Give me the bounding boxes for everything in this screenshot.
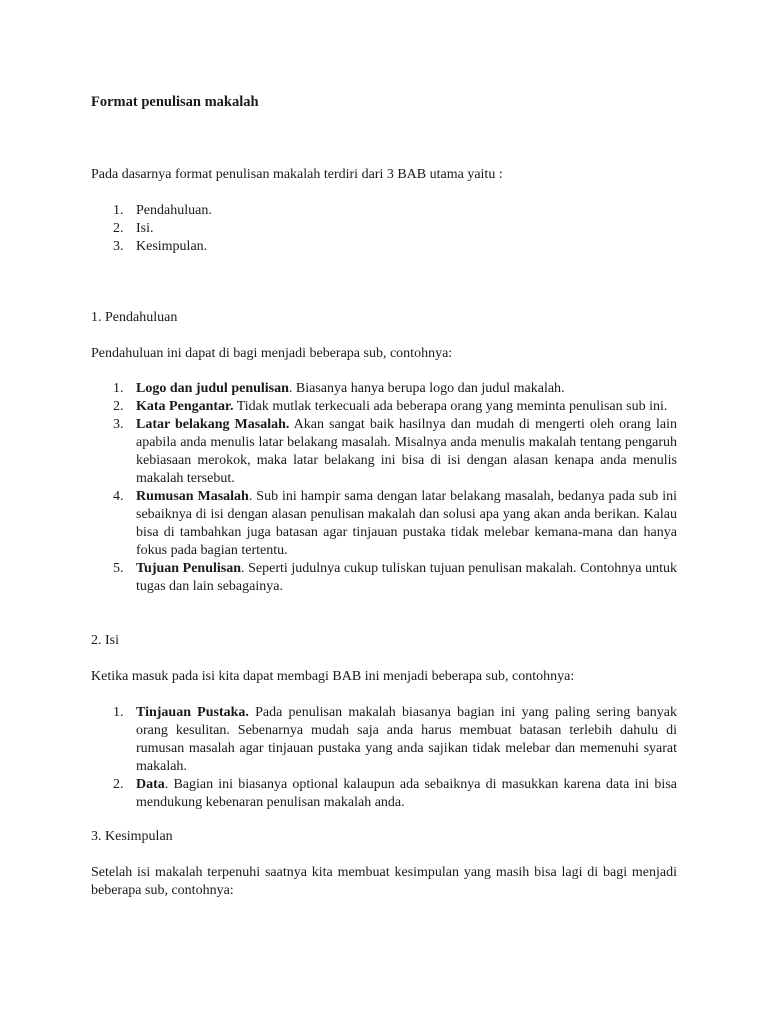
document-title: Format penulisan makalah (91, 94, 259, 110)
list-number: 3. (113, 239, 124, 254)
section1-list (0, 380, 677, 596)
list-item (0, 776, 677, 812)
list-term: Data (136, 777, 165, 792)
section2-heading: 2. Isi (91, 633, 119, 648)
list-text: Akan sangat baik hasilnya dan mudah di mengerti oleh orang lain apabila anda menulis latar belakang masalah. Misalnya anda menulis makalah tentang pengaruh kebiasaan merokok, maka latar belakang ini bisa di isi dengan alasan kenapa anda menulis makalah tersebut. (136, 417, 677, 486)
list-number: 1. (113, 381, 124, 396)
list-item (0, 416, 677, 488)
main-chapter-list (0, 202, 677, 256)
list-item (0, 560, 677, 596)
list-text: . Biasanya hanya berupa logo dan judul makalah. (288, 381, 565, 396)
intro-paragraph: Pada dasarnya format penulisan makalah terdiri dari 3 BAB utama yaitu : (91, 167, 503, 182)
list-number: 3. (113, 417, 124, 432)
list-text: Pada penulisan makalah biasanya bagian ini yang paling sering banyak orang kesulitan. Sebenarnya mudah saja anda harus membuat batasan terlebih dahulu di rumusan masalah agar tinjauan pustaka yang anda sajikan tidak melebar dan memenuhi syarat makalah. (136, 705, 677, 774)
list-number: 2. (113, 399, 124, 414)
list-text: Kesimpulan. (136, 239, 208, 254)
section2-list (0, 704, 677, 812)
list-item (0, 238, 677, 256)
list-number: 2. (113, 221, 124, 236)
list-item (0, 488, 677, 560)
list-term: Tujuan Penulisan (136, 561, 242, 576)
list-number: 5. (113, 561, 124, 576)
list-term: Logo dan judul penulisan (136, 381, 289, 396)
list-item (0, 202, 677, 220)
list-term: Kata Pengantar. (136, 399, 234, 414)
list-number: 1. (113, 203, 124, 218)
list-text: Tidak mutlak terkecuali ada beberapa orang yang meminta penulisan sub ini. (233, 399, 668, 414)
list-number: 1. (113, 705, 124, 720)
section1-heading: 1. Pendahuluan (91, 310, 178, 325)
list-number: 2. (113, 777, 124, 792)
list-item (0, 220, 677, 238)
list-item (0, 380, 677, 398)
list-text: . Sub ini hampir sama dengan latar belakang masalah, bedanya pada sub ini sebaiknya di isi dengan alasan penulisan makalah dan solusi apa yang akan anda berikan. Kalau bisa di tambahkan juga batasan agar tinjauan pustaka tidak melebar kemana-mana dan hanya fokus pada bagian tertentu. (136, 489, 678, 558)
list-text: Pendahuluan. (136, 203, 212, 218)
section1-intro: Pendahuluan ini dapat di bagi menjadi beberapa sub, contohnya: (91, 346, 453, 361)
list-term: Latar belakang Masalah. (136, 417, 290, 432)
list-text: . Seperti judulnya cukup tuliskan tujuan penulisan makalah. Contohnya untuk tugas dan lain sebagainya. (136, 561, 677, 594)
list-text: . Bagian ini biasanya optional kalaupun ada sebaiknya di masukkan karena data ini bisa mendukung kebenaran penulisan makalah anda. (136, 777, 677, 810)
list-item (0, 704, 677, 776)
list-term: Tinjauan Pustaka. (136, 705, 249, 720)
list-number: 4. (113, 489, 124, 504)
list-term: Rumusan Masalah (136, 489, 249, 504)
list-text: Isi. (136, 221, 154, 236)
section3-heading: 3. Kesimpulan (91, 829, 173, 844)
section2-intro: Ketika masuk pada isi kita dapat membagi BAB ini menjadi beberapa sub, contohnya: (91, 669, 575, 684)
list-item (0, 398, 677, 416)
section3-intro: Setelah isi makalah terpenuhi saatnya kita membuat kesimpulan yang masih bisa lagi di bagi menjadi beberapa sub, contohnya: (91, 865, 677, 898)
